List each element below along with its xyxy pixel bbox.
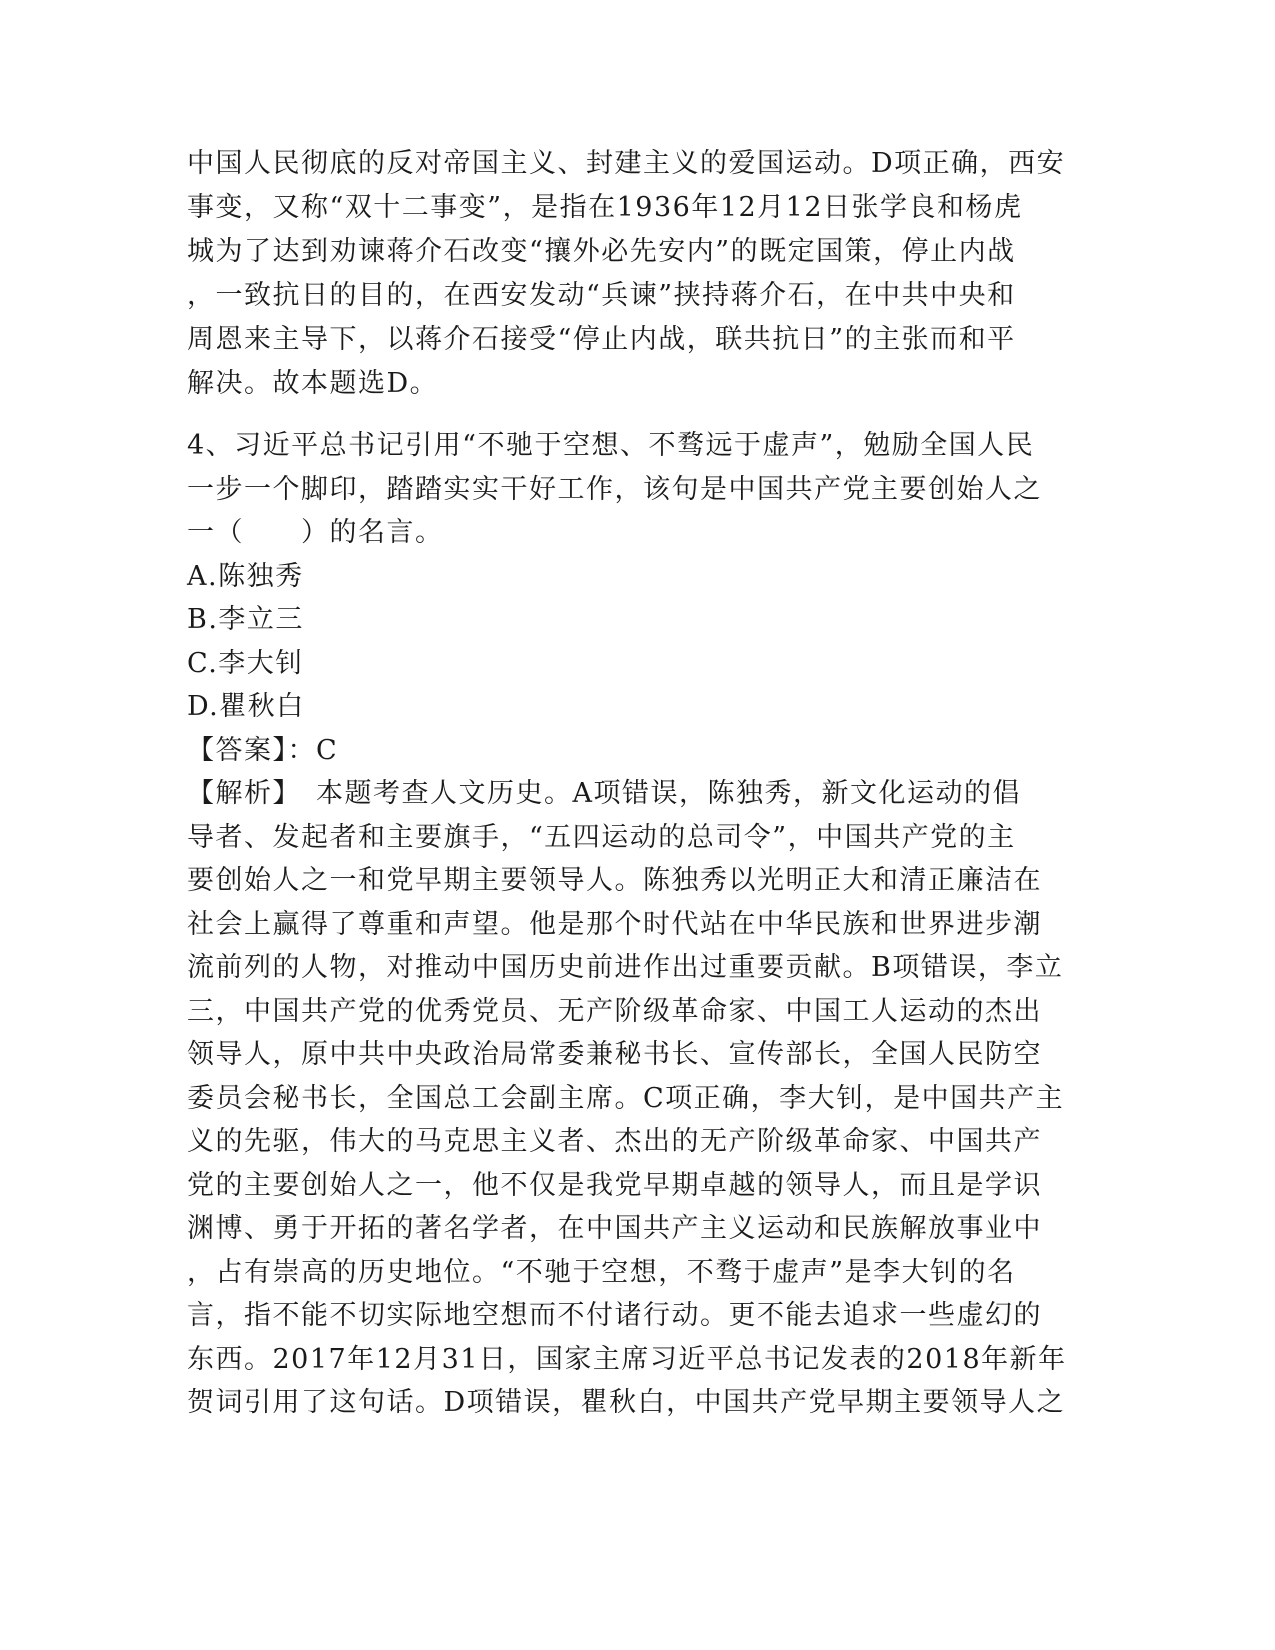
answer-line: 【答案】：C [187, 734, 339, 766]
question-text: 一（ ）的名言。 [187, 517, 444, 548]
analysis-line: 东西。2017年12月31日，国家主席习近平总书记发表的2018年新年 [187, 1343, 1067, 1375]
analysis-line: 贺词引用了这句话。D项错误，瞿秋白，中国共产党早期主要领导人之 [187, 1387, 1066, 1418]
analysis-line: ，占有崇高的历史地位。“不驰于空想，不骛于虚声”是李大钊的名 [187, 1256, 1016, 1288]
analysis-line: 社会上赢得了尊重和声望。他是那个时代站在中华民族和世界进步潮 [187, 908, 1042, 940]
analysis-line: 言，指不能不切实际地空想而不付诸行动。更不能去追求一些虚幻的 [187, 1300, 1042, 1331]
text-line: 解决。故本题选D。 [187, 368, 439, 399]
analysis-line: 要创始人之一和党早期主要领导人。陈独秀以光明正大和清正廉洁在 [187, 865, 1042, 896]
analysis-line: 渊博、勇于开拓的著名学者，在中国共产主义运动和民族解放事业中 [187, 1213, 1042, 1244]
analysis-line: 导者、发起者和主要旗手，“五四运动的总司令”，中国共产党的主 [187, 821, 1016, 853]
analysis-line: 三，中国共产党的优秀党员、无产阶级革命家、中国工人运动的杰出 [187, 995, 1042, 1027]
spacer [187, 406, 1067, 424]
text-line: 事变，又称“双十二事变”，是指在1936年12月12日张学良和杨虎 [187, 192, 1023, 223]
analysis-line: 流前列的人物，对推动中国历史前进作出过重要贡献。B项错误，李立 [187, 952, 1064, 983]
analysis-line: 党的主要创始人之一，他不仅是我党早期卓越的领导人，而且是学识 [187, 1169, 1042, 1201]
option-d: D.瞿秋白 [187, 691, 305, 722]
analysis [187, 772, 1067, 1425]
analysis-line: 【解析】 本题考查人文历史。A项错误，陈独秀，新文化运动的倡 [187, 778, 1021, 809]
analysis-line: 委员会秘书长，全国总工会副主席。C项正确，李大钊，是中国共产主 [187, 1082, 1065, 1114]
analysis-line: 领导人，原中共中央政治局常委兼秘书长、宣传部长，全国人民防空 [187, 1039, 1042, 1070]
text-line: 中国人民彻底的反对帝国主义、封建主义的爱国运动。D项正确，西安 [187, 148, 1066, 179]
text-line: 周恩来主导下，以蒋介石接受“停止内战，联共抗日”的主张而和平 [187, 324, 1016, 355]
question-text: 一步一个脚印，踏踏实实干好工作，该句是中国共产党主要创始人之 [187, 473, 1042, 505]
option-a: A.陈独秀 [187, 560, 304, 592]
question-block [187, 424, 1067, 1425]
document-page [187, 142, 1067, 1425]
analysis-line: 义的先驱，伟大的马克思主义者、杰出的无产阶级革命家、中国共产 [187, 1126, 1042, 1157]
text-line: 城为了达到劝谏蒋介石改变“攘外必先安内”的既定国策，停止内战 [187, 236, 1016, 267]
previous-explanation [187, 142, 1067, 406]
text-line: ，一致抗日的目的，在西安发动“兵谏”挟持蒋介石，在中共中央和 [187, 280, 1016, 311]
option-c: C.李大钊 [187, 647, 304, 679]
question-text: 4、习近平总书记引用“不驰于空想、不骛远于虚声”，勉励全国人民 [187, 430, 1035, 461]
option-b: B.李立三 [187, 604, 304, 635]
